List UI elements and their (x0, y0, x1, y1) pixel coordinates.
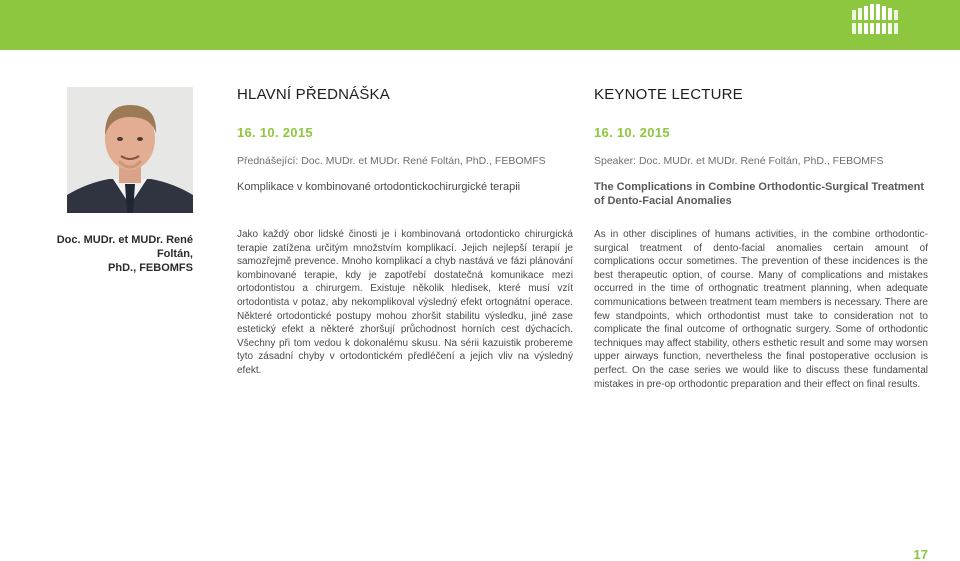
czech-heading: HLAVNÍ PŘEDNÁŠKA (237, 86, 390, 103)
english-date: 16. 10. 2015 (594, 125, 670, 140)
speaker-portrait-photo (67, 87, 193, 213)
english-topic: The Complications in Combine Orthodontic-Surgical Treatment of Dento-Facial Anomalies (594, 181, 925, 207)
header-band (0, 0, 960, 50)
speaker-name-line2: PhD., FEBOMFS (108, 262, 193, 274)
czech-abstract: Jako každý obor lidské činosti je i kombinovaná ortodonticko chirurgická terapie zatížena určitým množstvím komplikací. Jejich nejlepší terapií je samozřejmě prevence. Mnoho komplikací a chyb nastává ve fázi plánování kombinované terapie, kdy je zapotřebí dostatečná komunikace mezi ortodontistou a chirurgem. Existuje několik hledisek, které musí vzít ortodontista v potaz, aby nekomplikoval výsledný efekt ortognátní operace. Některé ortodontické postupy mohou zhoršit stabilitu výsledku, jiné zase estetický efekt a některé zhoršují průchodnost horních cest dýchacích. Všechny při tom vedou k dokonalému skusu. Na sérii kazuistik probereme tyto zásadní chyby v ortodontickém předléčení a jejich vliv na výsledný efekt. (237, 229, 573, 376)
czech-speaker: Přednášející: Doc. MUDr. et MUDr. René Foltán, PhD., FEBOMFS (237, 155, 546, 167)
english-abstract: As in other disciplines of humans activities, in the combine orthodontic-surgical treatment of dento-facial anomalies certain amount of complications occur sometimes. The prevention of these incidences is the best therapeutic option, of course. Many of complications and mistakes occurred in the time of orthognatic treatment planning, when adequate communications between treatment team members is necessary. There are few standpoints, which orthodontist must take to consideration not to complicate the final outcome of orthognatic surgery. Some of orthodontic techniques may affect stability, others esthetic result and some may worsen upper airways function, nevertheless the final postoperative occlusion is perfect. On the case series we would like to discuss these fundamental mistakes in pre-op orthodontic preparation and their effect on final results. (594, 229, 928, 390)
speaker-name (20, 233, 193, 275)
speaker-name-line1: Doc. MUDr. et MUDr. René Foltán, (56, 234, 193, 260)
page-number: 17 (913, 547, 928, 561)
english-speaker: Speaker: Doc. MUDr. et MUDr. René Foltán, PhD., FEBOMFS (594, 155, 884, 167)
english-heading: KEYNOTE LECTURE (594, 86, 743, 103)
bar-pattern-logo-icon (852, 2, 900, 36)
czech-topic: Komplikace v kombinované ortodontickochirurgické terapii (237, 181, 521, 193)
czech-date: 16. 10. 2015 (237, 125, 313, 140)
